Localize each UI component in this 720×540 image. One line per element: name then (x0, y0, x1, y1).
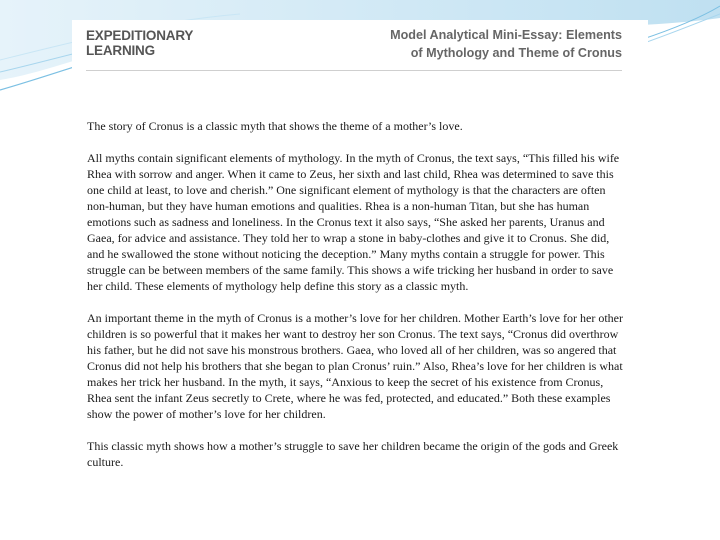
document-title-line-2: of Mythology and Theme of Cronus (410, 46, 622, 60)
expeditionary-learning-logo (86, 28, 193, 58)
essay-conclusion-paragraph: This classic myth shows how a mother’s struggle to save her children became the origin of the gods and Greek culture. (87, 439, 619, 469)
essay-theme-paragraph: An important theme in the myth of Cronus is a mother’s love for her children. Mother Earth’s love for her other children is so powerful that it makes her want to destroy her son Cronus. The text says, “Cronus did overthrow his father, but he did not save his monstrous brothers. Gaea, who loved all of her children, was so angered that Cronus did not help his brothers that she began to plan Cronus’ ruin.” Also, Rhea’s love for her children is what makes her trick her husband. In the myth, it says, “Anxious to keep the secret of his existence from Cronus, Rhea sent the infant Zeus secretly to Crete, where he was fed, protected, and educated.” Both these examples show the power of mother’s love for her children. (87, 311, 623, 421)
header-divider (86, 70, 622, 71)
logo-line-2: LEARNING (86, 43, 155, 58)
essay-elements-paragraph: All myths contain significant elements of mythology. In the myth of Cronus, the text says, “This filled his wife Rhea with sorrow and anger. When it came to Zeus, her sixth and last child, Rhea was determined to save this one child at least, to love and cherish.” One significant element of mythology is that the characters are often non-human, but they have human emotions and qualities. Rhea is a non-human Titan, but she has human emotions such as sadness and loneliness. In the Cronus text it also says, “She asked her parents, Uranus and Gaea, for advice and assistance. They told her to wrap a stone in baby-clothes and give it to Cronus. She did, and he swallowed the stone without noticing the deception.” Many myths contain a struggle for power. This struggle can be between members of the same family. This shows a wife tricking her husband in order to save her child. These elements of mythology help define this story as a classic myth. (87, 151, 620, 293)
logo-line-1: EXPEDITIONARY (86, 28, 194, 43)
document-page (72, 20, 648, 540)
document-title-line-1: Model Analytical Mini-Essay: Elements (390, 28, 622, 42)
document-title (322, 26, 622, 62)
essay-intro-paragraph: The story of Cronus is a classic myth that shows the theme of a mother’s love. (87, 119, 463, 133)
essay-body (87, 118, 623, 486)
